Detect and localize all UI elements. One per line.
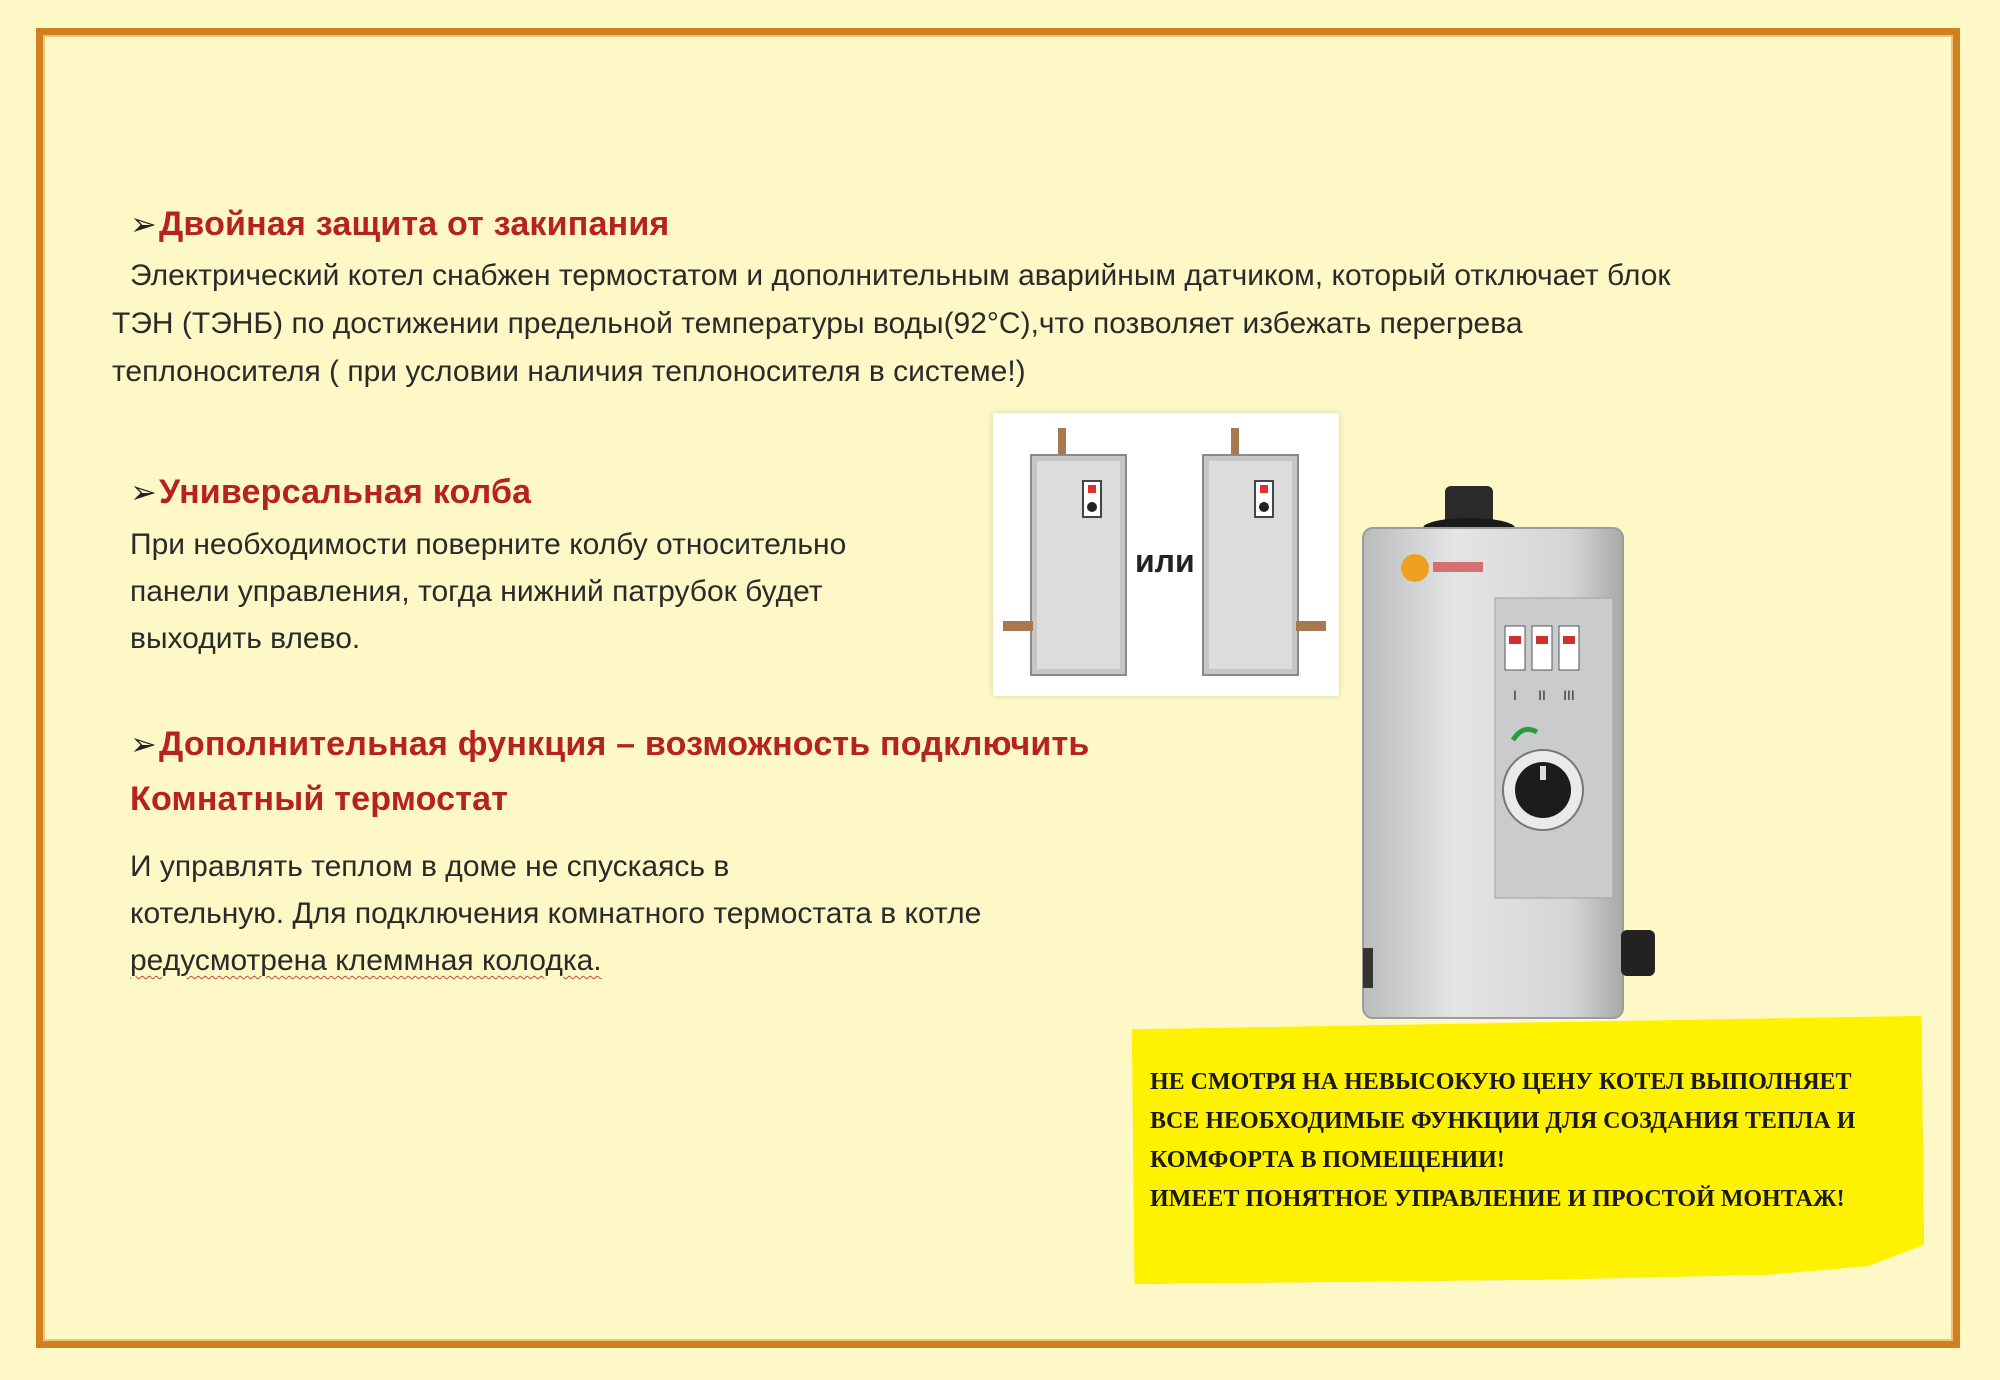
top-pipe-right	[1231, 428, 1239, 458]
side-outlet-pipe	[1621, 930, 1655, 976]
section2-line: выходить влево.	[130, 622, 361, 655]
switch-1-led	[1509, 636, 1521, 644]
indicator-right	[1260, 485, 1268, 493]
note-line: НЕ СМОТРЯ НА НЕВЫСОКУЮ ЦЕНУ КОТЕЛ ВЫПОЛНЯЕТ	[1150, 1069, 1852, 1095]
section-heading-double-protection	[130, 205, 669, 244]
switch-2	[1532, 626, 1552, 670]
switch-1	[1505, 626, 1525, 670]
knob-right	[1259, 502, 1269, 512]
section-heading-room-thermostat	[130, 717, 1089, 827]
boiler-front-right	[1209, 461, 1292, 669]
section-heading-universal-flask	[130, 473, 531, 512]
section1-body	[112, 252, 1671, 396]
section3-title-line2: Комнатный термостат	[130, 780, 509, 818]
boiler-front-left	[1037, 461, 1120, 669]
arrow-bullet-icon: ➢	[130, 474, 158, 510]
section1-line: теплоносителя ( при условии наличия теплоносителя в системе!)	[112, 355, 1026, 388]
switch-2-led	[1536, 636, 1548, 644]
top-pipe-left	[1058, 428, 1066, 458]
boiler-illustration	[1355, 478, 1675, 1038]
arrow-bullet-icon: ➢	[130, 726, 158, 762]
electric-boiler-image	[1355, 478, 1675, 1038]
brand-logo-text	[1433, 562, 1483, 572]
section3-title-line1: Дополнительная функция – возможность подключить	[159, 725, 1090, 763]
section3-body	[130, 843, 981, 984]
bottom-pipe-right	[1296, 621, 1326, 631]
or-label: или	[1135, 543, 1195, 579]
knob-left	[1087, 502, 1097, 512]
section2-line: панели управления, тогда нижний патрубок будет	[130, 575, 823, 608]
switch-label-2: II	[1538, 687, 1546, 703]
indicator-left	[1088, 485, 1096, 493]
note-line: ИМЕЕТ ПОНЯТНОЕ УПРАВЛЕНИЕ И ПРОСТОЙ МОНТАЖ!	[1150, 1186, 1845, 1212]
section1-line: Электрический котел снабжен термостатом и дополнительным аварийным датчиком, который отключает блок	[130, 259, 1671, 292]
section2-line: При необходимости поверните колбу относительно	[130, 528, 847, 561]
section1-line: ТЭН (ТЭНБ) по достижении предельной температуры воды(92°С),что позволяет избежать перегрева	[112, 307, 1523, 340]
flask-orientation-diagram	[993, 413, 1339, 696]
section2-body	[130, 521, 846, 662]
arrow-bullet-icon: ➢	[130, 206, 158, 242]
section2-title: Универсальная колба	[159, 473, 532, 511]
section3-line: котельную. Для подключения комнатного термостата в котле	[130, 897, 982, 930]
bottom-pipe-left	[1003, 621, 1033, 631]
sticky-note-text	[1150, 1063, 1910, 1219]
switch-3-led	[1563, 636, 1575, 644]
left-outlet-stub	[1363, 948, 1373, 988]
switch-label-3: III	[1563, 687, 1575, 703]
switch-label-1: I	[1513, 687, 1517, 703]
section1-title: Двойная защита от закипания	[159, 205, 670, 243]
switch-3	[1559, 626, 1579, 670]
knob-pointer	[1540, 766, 1546, 780]
section3-line: редусмотрена клеммная колодка.	[130, 944, 602, 977]
note-line: ВСЕ НЕОБХОДИМЫЕ ФУНКЦИИ ДЛЯ СОЗДАНИЯ ТЕПЛА И	[1150, 1108, 1856, 1134]
note-line: КОМФОРТА В ПОМЕЩЕНИИ!	[1150, 1147, 1505, 1173]
brand-logo-icon	[1401, 554, 1429, 582]
section3-line: И управлять теплом в доме не спускаясь в	[130, 850, 730, 883]
